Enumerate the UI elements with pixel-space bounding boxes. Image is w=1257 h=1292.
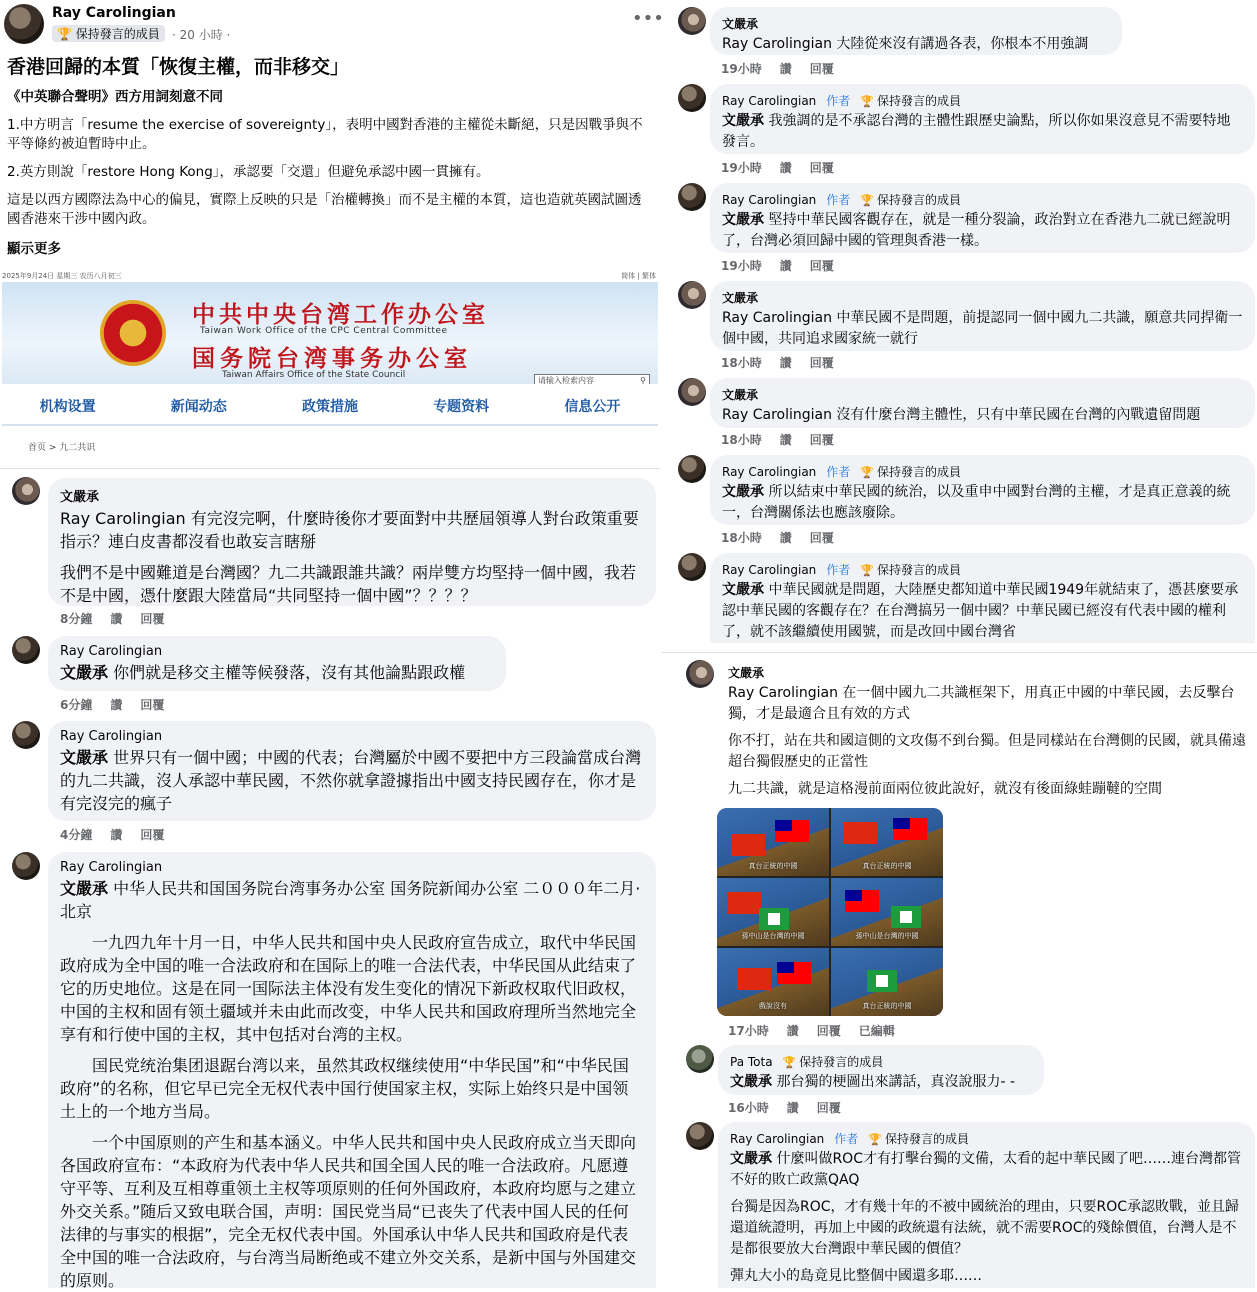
- comment-text: 那台獨的梗圖出來講話，真沒說服力- -: [776, 1074, 1016, 1090]
- member-badge-label: 保持發言的成員: [877, 465, 962, 479]
- commenter-name[interactable]: 文嚴承: [722, 17, 759, 31]
- site-date: 2025年9月24日 星期三 农历八月初三: [2, 272, 122, 280]
- member-badge-label: 保持發言的成員: [885, 1132, 970, 1146]
- comment-text: 台獨是因為ROC，才有幾十年的不被中國統治的理由，只要ROC承認敗戰，並且歸還道統證明，再加上中國的政統還有法統，就不需要ROC的殘餘價值，台灣人是不是都很要放大台灣跟中華民國的價值？: [730, 1199, 1240, 1257]
- comment-text: 我們不是中國難道是台灣國？九二共識跟誰共識？兩岸雙方均堅持一個中國，我若不是中國，憑什麼跟大陸當局“共同堅持一個中國”？？？？: [60, 563, 637, 605]
- comment-text: 一九四九年十月一日，中华人民共和国中央人民政府宣告成立，取代中华民国政府成为全中国的唯一合法政府和在国际上的唯一合法代表，中华民国从此结束了它的历史地位。这是在同一国际法主体没有发生变化的情况下新政权取代旧政权，中国的主权和固有领土疆域并未由此而改变，中华人民共和国政府理所当然地完全享有和行使中国的主权，其中包括对台湾的主权。: [60, 933, 637, 1044]
- meme-caption: 真台正統的中國: [862, 1002, 912, 1010]
- commenter-name[interactable]: Ray Carolingian: [722, 94, 817, 108]
- commenter-name[interactable]: Ray Carolingian: [60, 644, 163, 659]
- dpp-flag-icon: [891, 906, 921, 928]
- comment-bubble: [718, 1045, 1044, 1095]
- comment-time[interactable]: 19小時: [721, 62, 762, 76]
- comment-actions: [721, 257, 852, 274]
- site-nav: [2, 396, 658, 426]
- post-subtitle: 《中英聯合聲明》西方用詞刻意不同: [7, 89, 223, 105]
- author-tag: 作者: [834, 1132, 859, 1146]
- comment-text: 中华人民共和国国务院台湾事务办公室 国务院新闻办公室 二０００年二月·北京: [60, 879, 641, 921]
- trophy-icon: 🏆: [860, 95, 874, 108]
- meme-panel: [717, 808, 829, 876]
- commenter-avatar[interactable]: [686, 1045, 714, 1073]
- prc-flag-icon: [727, 892, 761, 914]
- comment-actions: [60, 610, 182, 627]
- post-paragraph: 2.英方則說「restore Hong Kong」，承認要「交還」但避免承認中國一貫擁有。: [7, 164, 490, 180]
- trophy-icon: 🏆: [860, 194, 874, 207]
- commenter-avatar[interactable]: [678, 183, 706, 211]
- reply-button[interactable]: 回覆: [809, 356, 834, 370]
- commenter-avatar[interactable]: [12, 636, 40, 664]
- reply-button[interactable]: 回覆: [809, 259, 834, 273]
- comment-actions: [721, 60, 852, 77]
- author-tag: 作者: [826, 465, 851, 479]
- reply-button[interactable]: 回覆: [816, 1024, 841, 1038]
- site-nav-item: 机构设置: [39, 399, 96, 415]
- divider: [662, 652, 1257, 653]
- comment-bubble: [48, 636, 506, 691]
- like-button[interactable]: 讚: [110, 698, 123, 712]
- comment-bubble: [710, 378, 1255, 428]
- like-button[interactable]: 讚: [779, 356, 792, 370]
- comment-time[interactable]: 16小時: [728, 1101, 769, 1115]
- site-title-en: Taiwan Work Office of the CPC Central Committee: [200, 326, 448, 336]
- comment-actions: [721, 159, 852, 176]
- commenter-name[interactable]: Ray Carolingian: [722, 193, 817, 207]
- roc-flag-icon: [845, 890, 879, 912]
- comment-text: 你們就是移交主權等候發落，沒有其他論點跟政權: [113, 663, 466, 682]
- post-image[interactable]: [0, 268, 660, 468]
- reply-button[interactable]: 回覆: [809, 531, 834, 545]
- site-lang-switch: 简体 | 繁体: [621, 272, 656, 280]
- comment-text: 所以結束中華民國的統治，以及重申中國對台灣的主權，才是真正意義的統一，台灣關係法也應該廢除。: [722, 484, 1231, 521]
- site-search-placeholder: 请输入检索内容: [538, 376, 594, 384]
- comment-text: Ray Carolingian 在一個中國九二共識框架下，用真正中國的中華民國，去反擊台獨，才是最適合且有效的方式: [728, 685, 1235, 722]
- reply-button[interactable]: 回覆: [809, 62, 834, 76]
- reply-button[interactable]: 回覆: [140, 612, 165, 626]
- post-title: 香港回歸的本質「恢復主權，而非移交」: [7, 56, 350, 78]
- comment-bubble: [710, 7, 1122, 55]
- comment-actions: [728, 1099, 859, 1116]
- like-button[interactable]: 讚: [110, 828, 123, 842]
- commenter-avatar[interactable]: [678, 455, 706, 483]
- comment-text: 世界只有一個中國；中國的代表；台灣屬於中國不要把中方三段論當成台灣的九二共識，沒人承認中華民國，不然你就拿證據指出中國支持民國存在，你才是有完沒完的瘋子: [60, 748, 642, 813]
- comment-text: 堅持中華民國客觀存在，就是一種分裂論，政治對立在香港九二就已經說明了，台灣必須回歸中國的管理與香港一樣。: [722, 212, 1231, 249]
- comment-text: 什麼叫做ROC才有打擊台獨的文備，太看的起中華民國了吧……連台灣都管不好的敗亡政黨QAQ: [730, 1151, 1241, 1188]
- comment-bubble: [718, 1122, 1255, 1288]
- member-badge-label: 保持發言的成員: [877, 563, 962, 577]
- like-button[interactable]: 讚: [786, 1024, 799, 1038]
- prc-flag-icon: [731, 834, 765, 856]
- roc-flag-icon: [777, 962, 811, 984]
- comment-bubble: [48, 852, 656, 1288]
- comment-time[interactable]: 19小時: [721, 259, 762, 273]
- comment-actions: [60, 826, 182, 843]
- commenter-name[interactable]: Pa Tota: [730, 1055, 773, 1069]
- comment-bubble: [710, 553, 1255, 643]
- reply-button[interactable]: 回覆: [816, 1101, 841, 1115]
- reply-button[interactable]: 回覆: [809, 433, 834, 447]
- commenter-avatar[interactable]: [678, 7, 706, 35]
- comment-text: Ray Carolingian 沒有什麼台灣主體性，只有中華民國在台灣的內戰遺留問題: [722, 407, 1201, 423]
- roc-flag-icon: [775, 820, 809, 842]
- trophy-icon: 🏆: [868, 1133, 882, 1146]
- meme-caption: 真台正統的中國: [748, 862, 798, 870]
- comment-body: [728, 664, 1253, 800]
- commenter-name[interactable]: 文嚴承: [60, 490, 100, 505]
- site-banner: [2, 282, 658, 384]
- commenter-avatar[interactable]: [678, 281, 706, 309]
- search-icon: ⚲: [640, 376, 646, 384]
- commenter-name[interactable]: Ray Carolingian: [730, 1132, 825, 1146]
- commenter-avatar[interactable]: [686, 1122, 714, 1150]
- commenter-name[interactable]: 文嚴承: [728, 666, 765, 680]
- like-button[interactable]: 讚: [779, 161, 792, 175]
- trophy-icon: 🏆: [860, 564, 874, 577]
- commenter-avatar[interactable]: [12, 721, 40, 749]
- comment-actions: [721, 431, 852, 448]
- comment-text: 九二共識，就是這格漫前面兩位彼此說好，就沒有後面綠蛙蹦韃的空間: [728, 781, 1162, 797]
- site-nav-item: 新闻动态: [170, 399, 227, 415]
- comment-text: 中華民國就是問題，大陸歷史都知道中華民國1949年就結束了，憑甚麼要承認中華民國的客觀存在？在台灣搞另一個中國？中華民國已經沒有代表中國的權利了，就不該繼續使用國號，而是改回中國台灣省: [722, 582, 1239, 640]
- commenter-name[interactable]: 文嚴承: [722, 291, 759, 305]
- comment-time[interactable]: 19小時: [721, 161, 762, 175]
- site-nav-item: 信息公开: [564, 399, 621, 415]
- commenter-name[interactable]: Ray Carolingian: [722, 563, 817, 577]
- comment-time[interactable]: 18小時: [721, 433, 762, 447]
- like-button[interactable]: 讚: [779, 531, 792, 545]
- comment-time[interactable]: 6分鐘: [60, 698, 93, 712]
- commenter-avatar[interactable]: [678, 378, 706, 406]
- member-badge: [52, 25, 165, 42]
- commenter-name[interactable]: 文嚴承: [722, 388, 759, 402]
- author-tag: 作者: [826, 563, 851, 577]
- commenter-avatar[interactable]: [12, 852, 40, 880]
- mention-link[interactable]: 文嚴承: [722, 484, 764, 500]
- post-paragraph: 這是以西方國際法為中心的偏見，實際上反映的只是「治權轉換」而不是主權的本質，這也造就英國試圖透國香港來干涉中國內政。: [7, 192, 642, 227]
- comment-actions: [60, 696, 182, 713]
- comment-bubble: [710, 183, 1255, 253]
- mention-link[interactable]: 文嚴承: [60, 748, 109, 767]
- commenter-name[interactable]: Ray Carolingian: [60, 860, 163, 875]
- like-button[interactable]: 讚: [110, 612, 123, 626]
- show-more-link[interactable]: 顯示更多: [7, 241, 61, 257]
- roc-flag-icon: [893, 818, 927, 840]
- meme-panel: [831, 948, 943, 1016]
- site-nav-item: 政策措施: [301, 399, 358, 415]
- commenter-avatar[interactable]: [686, 660, 714, 688]
- site-subtitle-cn: 国务院台湾事务办公室: [192, 346, 472, 372]
- meme-caption: 孫中山是台灣的中國: [855, 932, 919, 940]
- comment-text: Ray Carolingian 有完沒完啊，什麼時後你才要面對中共歷屆領導人對台政策重要指示？連白皮書都沒看也敢妄言瞎掰: [60, 509, 639, 551]
- comment-bubble: [48, 721, 656, 821]
- commenter-avatar[interactable]: [678, 553, 706, 581]
- comment-bubble: [48, 478, 656, 606]
- mention-link[interactable]: 文嚴承: [722, 582, 764, 598]
- trophy-icon: 🏆: [782, 1056, 797, 1069]
- member-badge-label: 保持發言的成員: [877, 193, 962, 207]
- comment-actions: [721, 354, 852, 371]
- comment-text: 一个中国原则的产生和基本涵义。中华人民共和国中央人民政府成立当天即向各国政府宣布：“本政府为代表中华人民共和国全国人民的唯一合法政府。凡愿遵守平等、互利及互相尊重领土主权等项原则的任何外国政府，本政府均愿与之建立外交关系。”随后又致电联合国，声明：国民党当局“已丧失了代表中国人民的任何法律的与事实的根据”，完全无权代表中国。外国承认中华人民共和国政府是代表全中国的唯一合法政府，与台湾当局断绝或不建立外交关系，是新中国与外国建交的原则。: [60, 1133, 637, 1290]
- reply-button[interactable]: 回覆: [809, 161, 834, 175]
- more-options-icon[interactable]: •••: [632, 8, 664, 29]
- mention-link[interactable]: 文嚴承: [722, 113, 764, 129]
- comment-time[interactable]: 17小時: [728, 1024, 769, 1038]
- site-subtitle-en: Taiwan Affairs Office of the State Council: [222, 370, 406, 380]
- site-breadcrumb: 首页 > 九二共识: [28, 443, 96, 453]
- like-button[interactable]: 讚: [779, 62, 792, 76]
- commenter-name[interactable]: Ray Carolingian: [722, 465, 817, 479]
- post-author-avatar[interactable]: [4, 4, 44, 44]
- divider: [0, 468, 660, 469]
- post-timestamp[interactable]: · 20 小時 ·: [172, 28, 231, 42]
- comment-text: 国民党统治集团退踞台湾以来，虽然其政权继续使用“中华民国”和“中华民国政府”的名称，但它早已完全无权代表中国行使国家主权，实际上始终只是中国领土上的一个地方当局。: [60, 1056, 629, 1121]
- post-author-name[interactable]: Ray Carolingian: [52, 5, 176, 21]
- trophy-icon: 🏆: [860, 466, 874, 479]
- meme-grid[interactable]: [717, 808, 943, 1016]
- comment-time[interactable]: 18小時: [721, 356, 762, 370]
- reply-button[interactable]: 回覆: [140, 828, 165, 842]
- like-button[interactable]: 讚: [779, 433, 792, 447]
- meme-caption: 戲說沒有: [759, 1002, 787, 1010]
- comment-actions: [721, 529, 852, 546]
- comment-bubble: [710, 455, 1255, 525]
- meme-caption: 孫中山是台灣的中國: [741, 932, 805, 940]
- dpp-flag-icon: [759, 908, 789, 930]
- post-paragraph: 1.中方明言「resume the exercise of sovereignty」，表明中國對香港的主權從未斷絕，只是因戰爭與不平等條約被迫暫時中止。: [7, 117, 643, 152]
- site-search-box: [534, 374, 650, 384]
- author-tag: 作者: [826, 94, 851, 108]
- dpp-flag-icon: [867, 970, 897, 992]
- comment-text: Ray Carolingian 大陸從來沒有講過各表，你根本不用強調: [722, 36, 1089, 52]
- like-button[interactable]: 讚: [779, 259, 792, 273]
- meme-panel: [717, 948, 829, 1016]
- comment-time[interactable]: 18小時: [721, 531, 762, 545]
- comment-text: 你不打，站在共和國這側的文攻傷不到台獨。但是同樣站在台灣側的民國，就具備遠超台獨假歷史的正當性: [728, 733, 1246, 770]
- mention-link[interactable]: 文嚴承: [730, 1151, 772, 1167]
- comment-time[interactable]: 8分鐘: [60, 612, 93, 626]
- edited-label: 已編輯: [858, 1024, 895, 1038]
- commenter-name[interactable]: Ray Carolingian: [60, 729, 163, 744]
- prc-flag-icon: [843, 822, 877, 844]
- comment-time[interactable]: 4分鐘: [60, 828, 93, 842]
- mention-link[interactable]: 文嚴承: [60, 879, 109, 898]
- comment-bubble: [710, 84, 1255, 154]
- mention-link[interactable]: 文嚴承: [722, 212, 764, 228]
- comment-text: 我強調的是不承認台灣的主體性跟歷史論點，所以你如果沒意見不需要特地發言。: [722, 113, 1231, 150]
- site-nav-item: 专题资料: [433, 399, 490, 415]
- mention-link[interactable]: 文嚴承: [730, 1074, 772, 1090]
- member-badge-label: 保持發言的成員: [75, 27, 160, 41]
- meme-panel: [831, 808, 943, 876]
- reply-button[interactable]: 回覆: [140, 698, 165, 712]
- author-tag: 作者: [826, 193, 851, 207]
- meme-caption: 真台正統的中國: [862, 862, 912, 870]
- member-badge-label: 保持發言的成員: [799, 1055, 884, 1069]
- comment-bubble: [710, 281, 1255, 351]
- comment-actions: [728, 1022, 913, 1039]
- meme-panel: [831, 878, 943, 946]
- prc-flag-icon: [737, 968, 771, 990]
- comment-text: 彈丸大小的島竟見比整個中國還多耶……: [730, 1268, 982, 1284]
- commenter-avatar[interactable]: [12, 477, 40, 505]
- site-title-cn: 中共中央台湾工作办公室: [192, 302, 489, 328]
- badge-icon: 🏆: [57, 27, 76, 41]
- meme-panel: [717, 878, 829, 946]
- national-emblem-icon: [100, 300, 166, 366]
- commenter-avatar[interactable]: [678, 84, 706, 112]
- comment-text: Ray Carolingian 中華民國不是問題，前提認同一個中國九二共識，願意共同捍衛一個中國，共同追求國家統一就行: [722, 310, 1243, 347]
- like-button[interactable]: 讚: [786, 1101, 799, 1115]
- mention-link[interactable]: 文嚴承: [60, 663, 109, 682]
- member-badge-label: 保持發言的成員: [877, 94, 962, 108]
